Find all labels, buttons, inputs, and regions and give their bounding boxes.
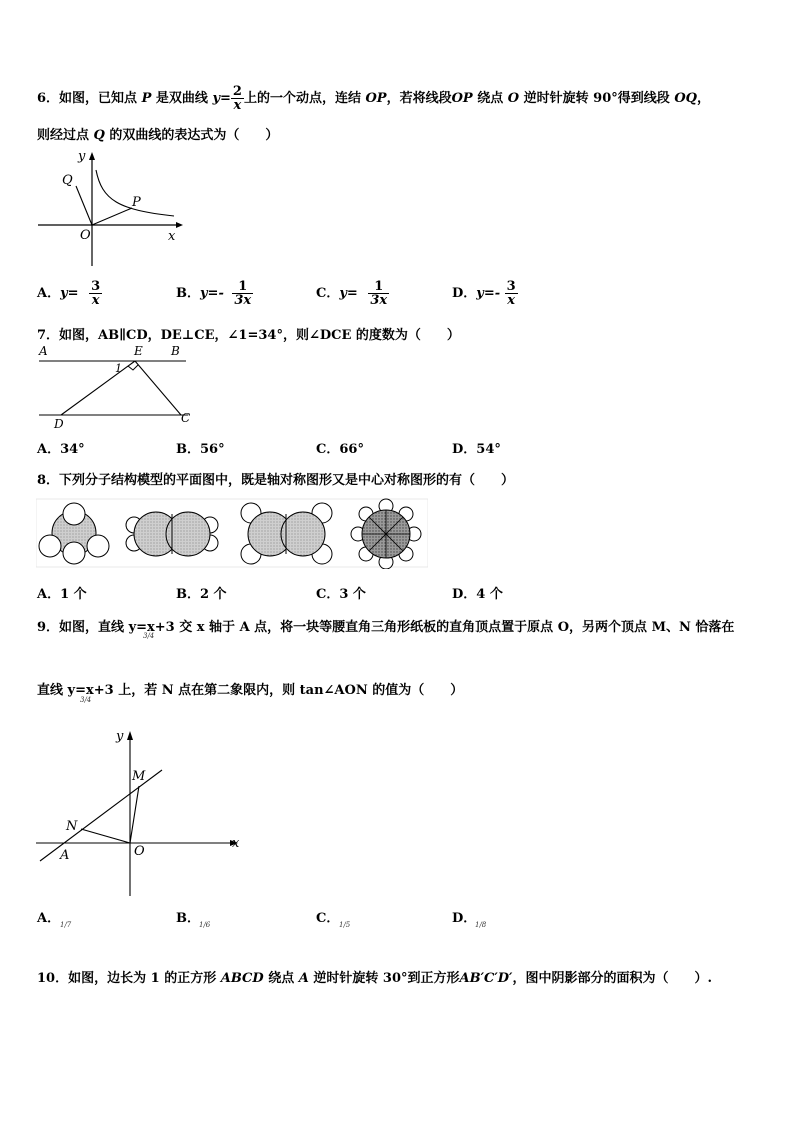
q9-line1 <box>37 616 734 635</box>
q9-option-b-label: B． <box>176 911 200 926</box>
q6-text-line2a: 则经过点 <box>37 128 90 143</box>
q9-fig-label-a: A <box>60 848 70 863</box>
q6-text-a: 6．如图，已知点 <box>37 91 138 106</box>
q9-option-b[interactable] <box>176 907 200 926</box>
q6-frac-den: x <box>231 98 244 112</box>
q9-option-a-label: A． <box>37 911 61 926</box>
q8-option-b[interactable]: B．2 个 <box>176 587 227 602</box>
q6-option-a[interactable] <box>37 280 102 307</box>
q7-fig-label-d: D <box>54 417 64 431</box>
q7-option-c[interactable]: C．66° <box>316 442 364 457</box>
q6-segment-oq <box>76 186 92 225</box>
q6-option-a-frac <box>89 280 102 307</box>
q9-figure <box>36 726 246 898</box>
q9-fig-label-o: O <box>134 844 145 859</box>
q6-text-b: 是双曲线 <box>155 91 208 106</box>
q6-line1 <box>37 84 710 114</box>
q6-option-d[interactable] <box>452 280 518 307</box>
q9-y-arrow <box>127 731 133 740</box>
q9-option-c[interactable] <box>316 907 339 926</box>
q9-option-c-frac: 1/5 <box>339 921 351 929</box>
q6-text-g: ， <box>696 91 710 106</box>
q6-option-a-label: A． <box>37 286 61 301</box>
q6-option-a-den: x <box>89 293 102 307</box>
q6-option-d-prefix: y=- <box>476 286 501 301</box>
q7-option-d[interactable]: D．54° <box>452 442 501 457</box>
q6-text-line2b: 的双曲线的表达式为（ ） <box>109 128 279 143</box>
q8-figure <box>36 497 428 569</box>
q8-question: 8．下列分子结构模型的平面图中，既是轴对称图形又是中心对称图形的有（ ） <box>37 473 515 488</box>
q10-text-a: 10．如图，边长为 1 的正方形 <box>37 971 217 986</box>
q6-y-arrow <box>89 152 95 160</box>
q8-option-a[interactable]: A．1 个 <box>37 587 87 602</box>
q6-option-b-label: B． <box>176 286 200 301</box>
q9-option-d-frac: 1/8 <box>475 921 487 929</box>
q6-seg-oq: OQ <box>674 91 697 106</box>
q6-figure <box>36 148 186 268</box>
q6-fig-label-o: O <box>80 228 91 243</box>
q6-line2 <box>37 124 278 143</box>
q9-option-a-frac: 1/7 <box>60 921 72 929</box>
q7-fig-label-a: A <box>39 344 48 358</box>
q6-fig-label-p: P <box>132 195 141 210</box>
q8-model-3 <box>241 503 332 564</box>
q9-fig-label-n: N <box>66 819 78 834</box>
q6-option-b-num: 1 <box>238 279 248 294</box>
q8-option-d[interactable]: D．4 个 <box>452 587 503 602</box>
q6-option-a-num: 3 <box>91 279 101 294</box>
q9-segment-on <box>81 829 130 843</box>
q6-option-b[interactable] <box>176 280 253 307</box>
q6-option-d-frac <box>505 280 518 307</box>
q6-option-a-prefix: y= <box>60 286 79 301</box>
q9-segment-om <box>130 786 139 843</box>
q7-segment-ec <box>135 361 181 415</box>
q6-option-c-den: 3x <box>370 293 388 308</box>
q6-frac-num: 2 <box>232 84 242 99</box>
q9-option-d[interactable] <box>452 907 476 926</box>
q7-fig-label-1: 1 <box>115 362 122 375</box>
q6-fraction <box>231 85 244 112</box>
q6-text-d: ，若将线段 <box>386 91 452 106</box>
q9-text-a: 9．如图，直线 y= <box>37 620 148 635</box>
q9-small-fraction-2: 3/4 <box>80 696 92 704</box>
q6-option-c[interactable] <box>316 280 389 307</box>
q6-option-b-prefix: y=- <box>200 286 224 301</box>
q9-option-d-label: D． <box>452 911 477 926</box>
q10-question <box>37 967 712 986</box>
q6-fig-label-q: Q <box>62 173 73 188</box>
q9-option-c-label: C． <box>316 911 340 926</box>
q6-option-d-label: D． <box>452 286 477 301</box>
q7-right-angle-mark <box>128 365 138 370</box>
q9-line2 <box>37 679 463 698</box>
q9-fig-label-m: M <box>132 769 146 784</box>
q6-segment-op <box>92 208 132 225</box>
q7-figure <box>36 343 196 433</box>
q6-seg-op2: OP <box>451 91 473 106</box>
q6-y-eq: y= <box>212 91 231 106</box>
q6-point-o: O <box>507 91 520 106</box>
q8-model-1 <box>39 503 109 564</box>
q6-option-c-num: 1 <box>374 279 384 294</box>
q9-option-a[interactable] <box>37 907 60 926</box>
q6-point-q: Q <box>93 128 105 143</box>
q7-option-a[interactable]: A．34° <box>37 442 85 457</box>
q6-option-c-label: C． <box>316 286 340 301</box>
q6-fig-label-y: y <box>78 149 86 164</box>
q9-text-b: x+3 交 x 轴于 A 点，将一块等腰直角三角形纸板的直角顶点置于原点 O，另两个顶点 M、N 恰落在 <box>147 620 735 635</box>
q9-fig-label-y: y <box>116 729 124 744</box>
q6-option-d-den: x <box>505 293 518 307</box>
q10-text-d: ，图中阴影部分的面积为（ ）. <box>512 971 713 986</box>
q6-x-arrow <box>176 222 183 228</box>
q6-seg-op: OP <box>365 91 387 106</box>
q6-text-c: 上的一个动点，连结 <box>243 91 361 106</box>
q10-text-c: 逆时针旋转 30°到正方形 <box>313 971 460 986</box>
q7-option-b[interactable]: B．56° <box>176 442 225 457</box>
q8-model-4 <box>351 499 421 569</box>
q7-fig-label-e: E <box>134 344 143 358</box>
q10-square-abcd: ABCD <box>220 971 264 986</box>
q6-option-c-frac <box>368 280 389 307</box>
q10-point-a: A <box>298 971 309 986</box>
q7-segment-de <box>61 361 135 415</box>
q10-square-abcd-prime: AB′C′D′ <box>459 971 513 986</box>
q6-option-c-prefix: y= <box>339 286 358 301</box>
q9-text-d: x+3 上，若 N 点在第二象限内，则 tan∠AON 的值为（ ） <box>85 683 464 698</box>
q7-fig-label-c: C <box>181 411 191 425</box>
q9-small-fraction-1: 3/4 <box>143 632 155 640</box>
q9-text-c: 直线 y= <box>37 683 86 698</box>
q6-fig-label-x: x <box>168 229 176 244</box>
q7-question: 7．如图，AB∥CD，DE⊥CE，∠1=34°，则∠DCE 的度数为（ ） <box>37 328 460 343</box>
q8-model-2 <box>126 512 218 556</box>
q9-option-b-frac: 1/6 <box>199 921 211 929</box>
q8-option-c[interactable]: C．3 个 <box>316 587 366 602</box>
q6-option-b-frac <box>232 280 253 307</box>
q6-point-p: P <box>141 91 152 106</box>
q7-fig-label-b: B <box>171 344 180 358</box>
q6-text-e: 绕点 <box>477 91 504 106</box>
q9-fig-label-x: x <box>232 836 240 851</box>
q6-text-f: 逆时针旋转 90°得到线段 <box>523 91 670 106</box>
q6-option-b-den: 3x <box>234 293 252 308</box>
q10-text-b: 绕点 <box>268 971 295 986</box>
q6-option-d-num: 3 <box>506 279 516 294</box>
